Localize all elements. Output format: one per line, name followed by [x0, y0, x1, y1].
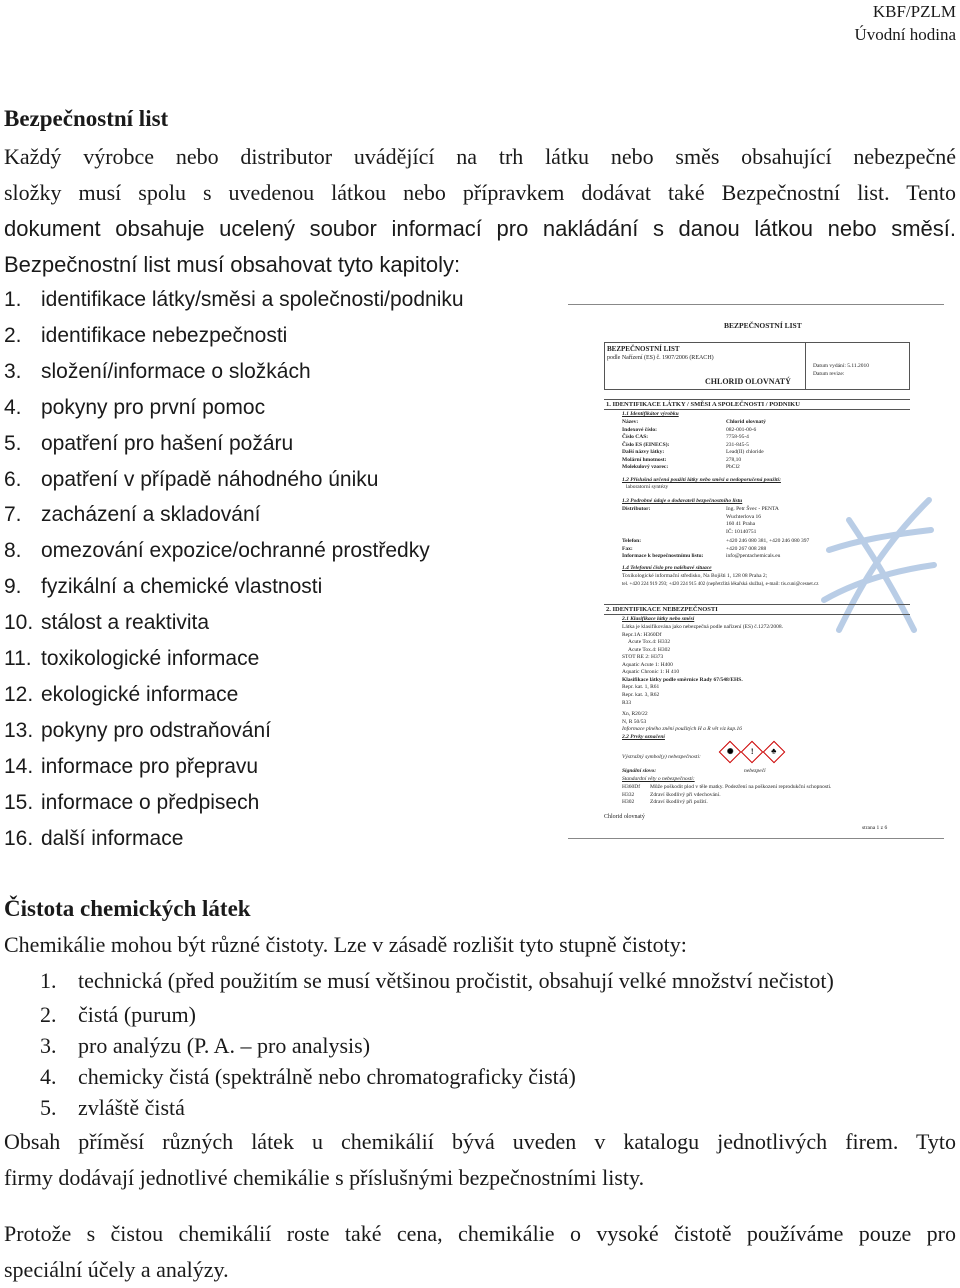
purity-intro-line: Chemikálie mohou být různé čistoty. Lze v zásadě rozlišit tyto stupně čistoty:	[4, 932, 687, 957]
list-item: 4. pokyny pro první pomoc	[4, 395, 266, 419]
table-row: Signální slovo: nebezpečí	[622, 768, 766, 774]
divider	[805, 343, 806, 389]
sheet-text: Repr. kat. 1, R61	[622, 684, 660, 690]
table-row: H332 Zdraví škodlivý při vdechování.	[622, 791, 721, 798]
list-item: 9. fyzikální a chemické vlastnosti	[4, 575, 323, 599]
table-row: H360Df Může poškodit plod v těle matky. Podezření na poškození reprodukční schopnosti.	[622, 784, 832, 790]
table-row: 160 41 Praha	[726, 521, 756, 527]
purity-paragraph-2	[4, 1216, 956, 1288]
sheet-text: Látka je klasifikována jako nebezpečná podle nařízení (ES) č.1272/2008.	[622, 624, 783, 630]
sheet-issue-date: Datum vydání: 5.11.2010	[813, 363, 870, 369]
sheet-page	[604, 320, 910, 831]
sheet-text: Informace plného znění použitých H a R vět viz kap.16	[622, 726, 743, 732]
sheet-doc-title: BEZPEČNOSTNÍ LIST	[724, 321, 802, 330]
sheet-text: Toxikologické informační středisko, Na Bojišti 1, 128 08 Praha 2;	[622, 573, 768, 579]
list-item: 4. chemicky čistá (spektrálně nebo chromatograficky čistá)	[40, 1064, 576, 1089]
table-row: Distributor: Ing. Petr Švec - PENTA	[622, 506, 779, 512]
safety-sheet-intro	[4, 139, 956, 283]
table-row: Molární hmotnost: 278,10	[622, 456, 742, 463]
list-item: 1. technická (před použitím se musí většinou pročistit, obsahují velké množství nečistot)	[40, 968, 834, 993]
list-item: 10. stálost a reaktivita	[4, 611, 210, 635]
purity-intro	[4, 927, 956, 963]
list-item: 12. ekologické informace	[4, 682, 239, 706]
sheet-footer-substance: Chlorid olovnatý	[604, 814, 645, 820]
health-hazard-icon: ✺	[719, 741, 742, 764]
list-item: 14. informace pro přepravu	[4, 754, 259, 778]
header-course-code: KBF/PZLM	[872, 2, 956, 21]
section-title-purity: Čistota chemických látek	[4, 896, 251, 921]
sheet-text: Repr.1A: H360Df	[622, 631, 662, 638]
sheet-text: Repr. kat. 3, R62	[622, 691, 660, 698]
sheet-text: Acute Tox.4: H302	[628, 646, 671, 653]
intro-line: složky musí spolu s uvedenou látkou nebo přípravkem dodávat také Bezpečnostní list. Tento	[4, 180, 956, 205]
sheet-subheading: 1.4 Telefonní číslo pro naléhavé situace	[622, 565, 712, 571]
list-item: 15. informace o předpisech	[4, 790, 260, 814]
table-row: Informace k bezpečnostnímu listu: info@pentachemicals.eu	[622, 553, 781, 559]
header-lesson-title: Úvodní hodina	[854, 25, 956, 44]
paragraph-line: Obsah příměsí různých látek u chemikálií bývá uveden v katalogu jednotlivých firem. Tyto	[4, 1129, 956, 1154]
list-item: 7. zacházení a skladování	[4, 503, 261, 527]
table-row: Molekulový vzorec: PbCl2	[622, 464, 740, 470]
section-title-safety-sheet: Bezpečnostní list	[4, 106, 169, 131]
sheet-header-box	[604, 342, 910, 390]
sheet-text: Aquatic Acute 1: H400	[622, 661, 673, 668]
safety-sheet-thumbnail	[568, 304, 944, 840]
sheet-text: Aquatic Chronic 1: H 410	[622, 669, 680, 675]
list-item: 11. toxikologické informace	[4, 647, 260, 671]
table-row: Název: Chlorid olovnatý	[622, 419, 766, 425]
purity-paragraph-1	[4, 1124, 956, 1196]
exclamation-icon: !	[741, 741, 764, 764]
sheet-text: laboratorní syntézy	[626, 484, 669, 490]
sheet-section-2-heading: 2. IDENTIFIKACE NEBEZPEČNOSTI	[604, 604, 910, 615]
sheet-footer-page: strana 1 z 6	[862, 825, 888, 831]
sheet-text: Xn, R20/22	[622, 711, 648, 717]
table-row: Indexové číslo: 082-001-00-6	[622, 426, 757, 433]
list-item: 1. identifikace látky/směsi a společnosti/podniku	[4, 288, 464, 311]
table-row: Číslo CAS: 7758-95-4	[622, 434, 749, 440]
list-item: 5. zvláště čistá	[40, 1095, 185, 1120]
paragraph-line: firmy dodávají jednotlivé chemikálie s příslušnými bezpečnostními listy.	[4, 1165, 645, 1190]
paragraph-line: Protože s čistou chemikálií roste také cena, chemikálie o vysoké čistotě používáme pouze pro	[4, 1221, 956, 1246]
table-row: IČ: 10140751	[726, 528, 757, 535]
sheet-text: Výstražný symbol(y) nebezpečnosti:	[622, 754, 701, 760]
paragraph-line: speciální účely a analýzy.	[4, 1257, 229, 1282]
list-item: 5. opatření pro hašení požáru	[4, 431, 294, 455]
sheet-box-title: BEZPEČNOSTNÍ LIST	[607, 345, 680, 353]
sheet-subheading: 2.1 Klasifikace látky nebo směsi	[622, 616, 695, 622]
list-item: 3. pro analýzu (P. A. – pro analysis)	[40, 1033, 371, 1058]
sheet-revision-date: Datum revize:	[813, 371, 845, 377]
intro-line: Každý výrobce nebo distributor uvádějící na trh látku nebo směs obsahující nebezpečné	[4, 144, 956, 169]
sheet-text: Klasifikace látky podle směrnice Rady 67/548/EHS.	[622, 676, 743, 683]
list-item: 6. opatření v případě náhodného úniku	[4, 467, 379, 491]
list-item: 3. složení/informace o složkách	[4, 359, 311, 383]
intro-line: Bezpečnostní list musí obsahovat tyto kapitoly:	[4, 252, 461, 277]
list-item: 2. čistá (purum)	[40, 1002, 196, 1027]
sheet-subheading: 1.2 Příslušná určená použití látky nebo směsi a nedoporučená použití:	[622, 477, 781, 483]
environment-icon: ♣	[763, 741, 786, 764]
purity-grade-list	[40, 963, 834, 1123]
sheet-subheading: 1.1 Identifikátor výrobku	[622, 411, 679, 417]
list-item: 16. další informace	[4, 826, 184, 850]
intro-line: dokument obsahuje ucelený soubor informací pro nakládání s danou látkou nebo směsí.	[4, 216, 956, 241]
table-row: Další názvy látky: Lead(II) chloride	[622, 449, 764, 455]
sheet-text: STOT RE 2: H373	[622, 654, 664, 660]
table-row: Číslo ES (EINECS): 231-845-5	[622, 441, 749, 448]
divider	[568, 838, 944, 839]
table-row: Wuchterlova 16	[726, 513, 762, 520]
sheet-section-1-heading: 1. IDENTIFIKACE LÁTKY / SMĚSI A SPOLEČNOSTI / PODNIKU	[604, 399, 910, 410]
page-header	[854, 0, 956, 46]
sheet-text: tel. +420 224 919 293; +420 224 915 402 (nepřetržitá lékařská služba), e-mail: tis.cuni@cesnet.cz	[622, 581, 819, 587]
list-item: 13. pokyny pro odstraňování	[4, 718, 271, 742]
sheet-substance-name: CHLORID OLOVNATÝ	[705, 377, 791, 386]
penta-watermark-icon	[819, 480, 939, 640]
sheet-subheading: 2.2 Prvky označení	[622, 734, 665, 740]
table-row: Telefon: +420 246 080 381, +420 246 080 397	[622, 538, 810, 544]
sheet-text: R33	[622, 700, 632, 706]
sheet-box-regulation: podle Nařízení (ES) č. 1907/2006 (REACH)	[607, 355, 714, 361]
sheet-text: Acute Tox.4: H332	[628, 639, 671, 645]
chapter-list	[4, 282, 464, 857]
sheet-text: N, R 50/53	[622, 718, 647, 725]
table-row: Fax: +420 267 008 288	[622, 545, 767, 552]
list-item: 8. omezování expozice/ochranné prostředky	[4, 539, 430, 563]
divider	[568, 304, 944, 305]
list-item: 2. identifikace nebezpečnosti	[4, 323, 288, 347]
sheet-text: Standardní věty o nebezpečnosti:	[622, 776, 695, 782]
table-row: H302 Zdraví škodlivý při požití.	[622, 799, 708, 805]
sheet-subheading: 1.3 Podrobné údaje o dodavateli bezpečnostního listu	[622, 498, 743, 504]
